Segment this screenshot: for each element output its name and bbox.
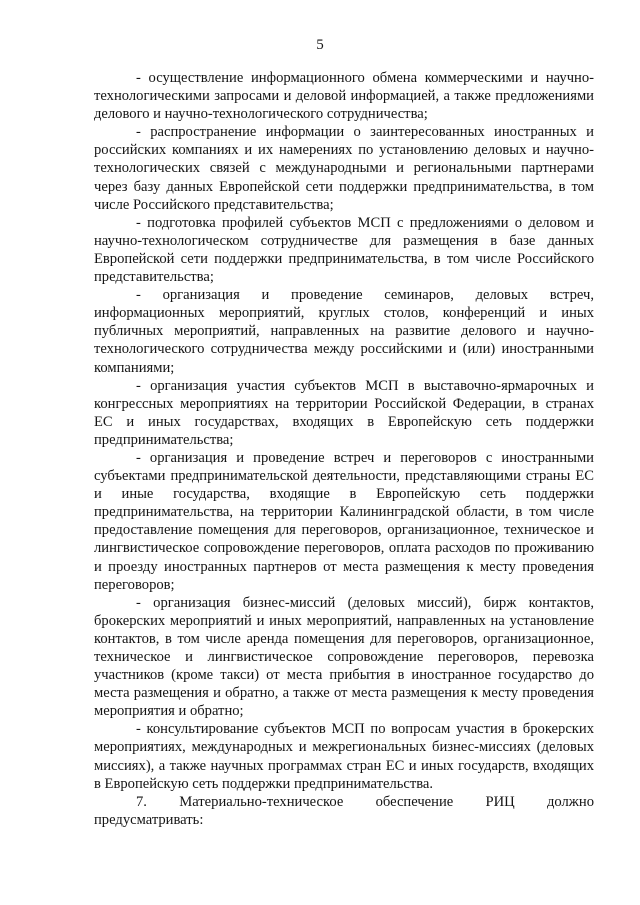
list-item-profile-preparation: - подготовка профилей субъектов МСП с предложениями о деловом и научно-технологическом сотрудничестве для размещения в базе данных Европейской сети поддержки предпринимательства, в том числе Российского представительства;: [94, 214, 594, 286]
list-item-business-missions: - организация бизнес-миссий (деловых миссий), бирж контактов, брокерских мероприятий и иных мероприятий, направленных на установление контактов, в том числе аренда помещения для переговоров, организационное, техническое и лингвистическое сопровождение переговоров, перевозка участников (кроме такси) от места прибытия в иностранное государство до места размещения и обратно, а также от места размещения к месту проведения мероприятия и обратно;: [94, 594, 594, 720]
page-number: 5: [316, 37, 324, 53]
list-item-information-dissemination: - распространение информации о заинтересованных иностранных и российских компаниях и их намерениях по установлению деловых и научно-технологических связей с международными и региональными партнерами через базу данных Европейской сети поддержки предпринимательства, в том числе Российского представительства;: [94, 124, 594, 213]
list-item-meetings-negotiations: - организация и проведение встреч и переговоров с иностранными субъектами предпринимательской деятельности, представляющими страны ЕС и иные государства, входящие в Европейскую сеть поддержки предпринимательства, на территории Калининградской области, в том числе предоставление помещения для переговоров, организационное, техническое и лингвистическое сопровождение переговоров, оплата расходов по проживанию и проезду иностранных партнеров от места размещения к месту проведения переговоров;: [94, 449, 594, 593]
list-item-information-exchange: - осуществление информационного обмена коммерческими и научно-технологическими запросами и деловой информацией, а также предложениями делового и научно-технологического сотрудничества;: [94, 70, 594, 123]
list-item-exhibition-participation: - организация участия субъектов МСП в выставочно-ярмарочных и конгрессных мероприятиях на территории Российской Федерации, в странах ЕС и иных государствах, входящих в Европейскую сеть поддержки предпринимательства;: [94, 377, 594, 448]
list-item-seminars-organization: - организация и проведение семинаров, деловых встреч, информационных мероприятий, круглых столов, конференций и иных публичных мероприятий, направленных на развитие делового и научно-технологического сотрудничества между российскими и (или) иностранными компаниями;: [94, 287, 594, 376]
list-item-consulting: - консультирование субъектов МСП по вопросам участия в брокерских мероприятиях, международных и межрегиональных бизнес-миссиях (деловых миссиях), а также научных программах стран ЕС и иных государств, входящих в Европейскую сеть поддержки предпринимательства.: [94, 721, 594, 792]
section-7-paragraph: 7. Материально-техническое обеспечение РИЦ должно предусматривать:: [94, 793, 594, 828]
document-body: [94, 69, 594, 829]
